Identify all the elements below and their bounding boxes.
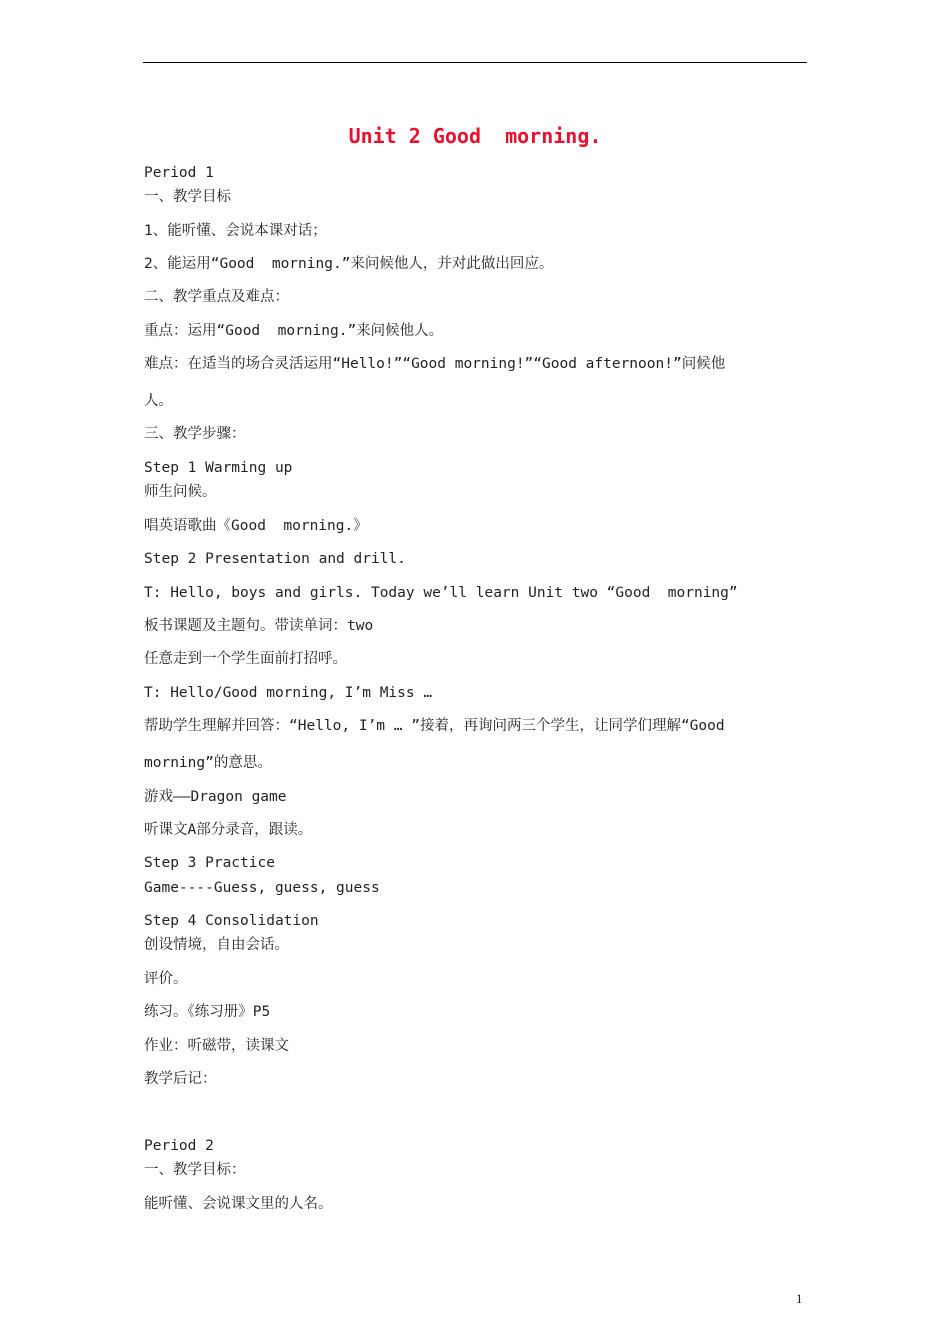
text-line: 人。 bbox=[144, 393, 173, 409]
text-line: 师生问候。 bbox=[144, 484, 217, 500]
text-line: T: Hello, boys and girls. Today we’ll learn Unit two “Good morning” bbox=[144, 585, 738, 601]
text-line: 练习。《练习册》P5 bbox=[144, 1004, 271, 1020]
text-line: 重点：运用“Good morning.”来问候他人。 bbox=[144, 323, 444, 339]
text-line: 能听懂、会说课文里的人名。 bbox=[144, 1196, 333, 1212]
text-line: 评价。 bbox=[144, 971, 188, 987]
header-rule bbox=[143, 62, 807, 63]
step-heading: Step 1 Warming up bbox=[144, 460, 293, 476]
step-heading: Step 2 Presentation and drill. bbox=[144, 551, 406, 567]
text-line: 帮助学生理解并回答：“Hello, I’m … ”接着，再询问两三个学生，让同学们理解“Good bbox=[144, 718, 725, 734]
period-heading: Period 2 bbox=[144, 1138, 214, 1154]
document-title: Unit 2 Good morning. bbox=[348, 124, 602, 148]
text-line: T: Hello/Good morning, I’m Miss … bbox=[144, 685, 433, 701]
step-heading: Step 3 Practice bbox=[144, 855, 275, 871]
period-heading: Period 1 bbox=[144, 165, 214, 181]
text-line: 难点：在适当的场合灵活运用“Hello!”“Good morning!”“Good afternoon!”问候他 bbox=[144, 356, 726, 372]
section-heading: 二、教学重点及难点： bbox=[144, 289, 289, 305]
text-line: 作业：听磁带，读课文 bbox=[144, 1038, 289, 1054]
text-line: 创设情境，自由会话。 bbox=[144, 937, 289, 953]
section-heading: 一、教学目标： bbox=[144, 1162, 246, 1178]
text-line: 任意走到一个学生面前打招呼。 bbox=[144, 651, 347, 667]
text-line: 听课文A部分录音，跟读。 bbox=[144, 822, 313, 838]
text-line: 教学后记： bbox=[144, 1071, 217, 1087]
section-heading: 一、教学目标 bbox=[144, 189, 231, 205]
text-line: 1、能听懂、会说本课对话； bbox=[144, 223, 327, 239]
text-line: Game----Guess, guess, guess bbox=[144, 880, 380, 896]
step-heading: Step 4 Consolidation bbox=[144, 913, 319, 929]
text-line: 游戏——Dragon game bbox=[144, 789, 287, 805]
section-heading: 三、教学步骤： bbox=[144, 426, 246, 442]
text-line: morning”的意思。 bbox=[144, 755, 272, 771]
text-line: 板书课题及主题句。带读单词：two bbox=[144, 618, 374, 634]
page-number: 1 bbox=[796, 1291, 803, 1306]
text-line: 唱英语歌曲《Good morning.》 bbox=[144, 518, 368, 534]
text-line: 2、能运用“Good morning.”来问候他人，并对此做出回应。 bbox=[144, 256, 554, 272]
